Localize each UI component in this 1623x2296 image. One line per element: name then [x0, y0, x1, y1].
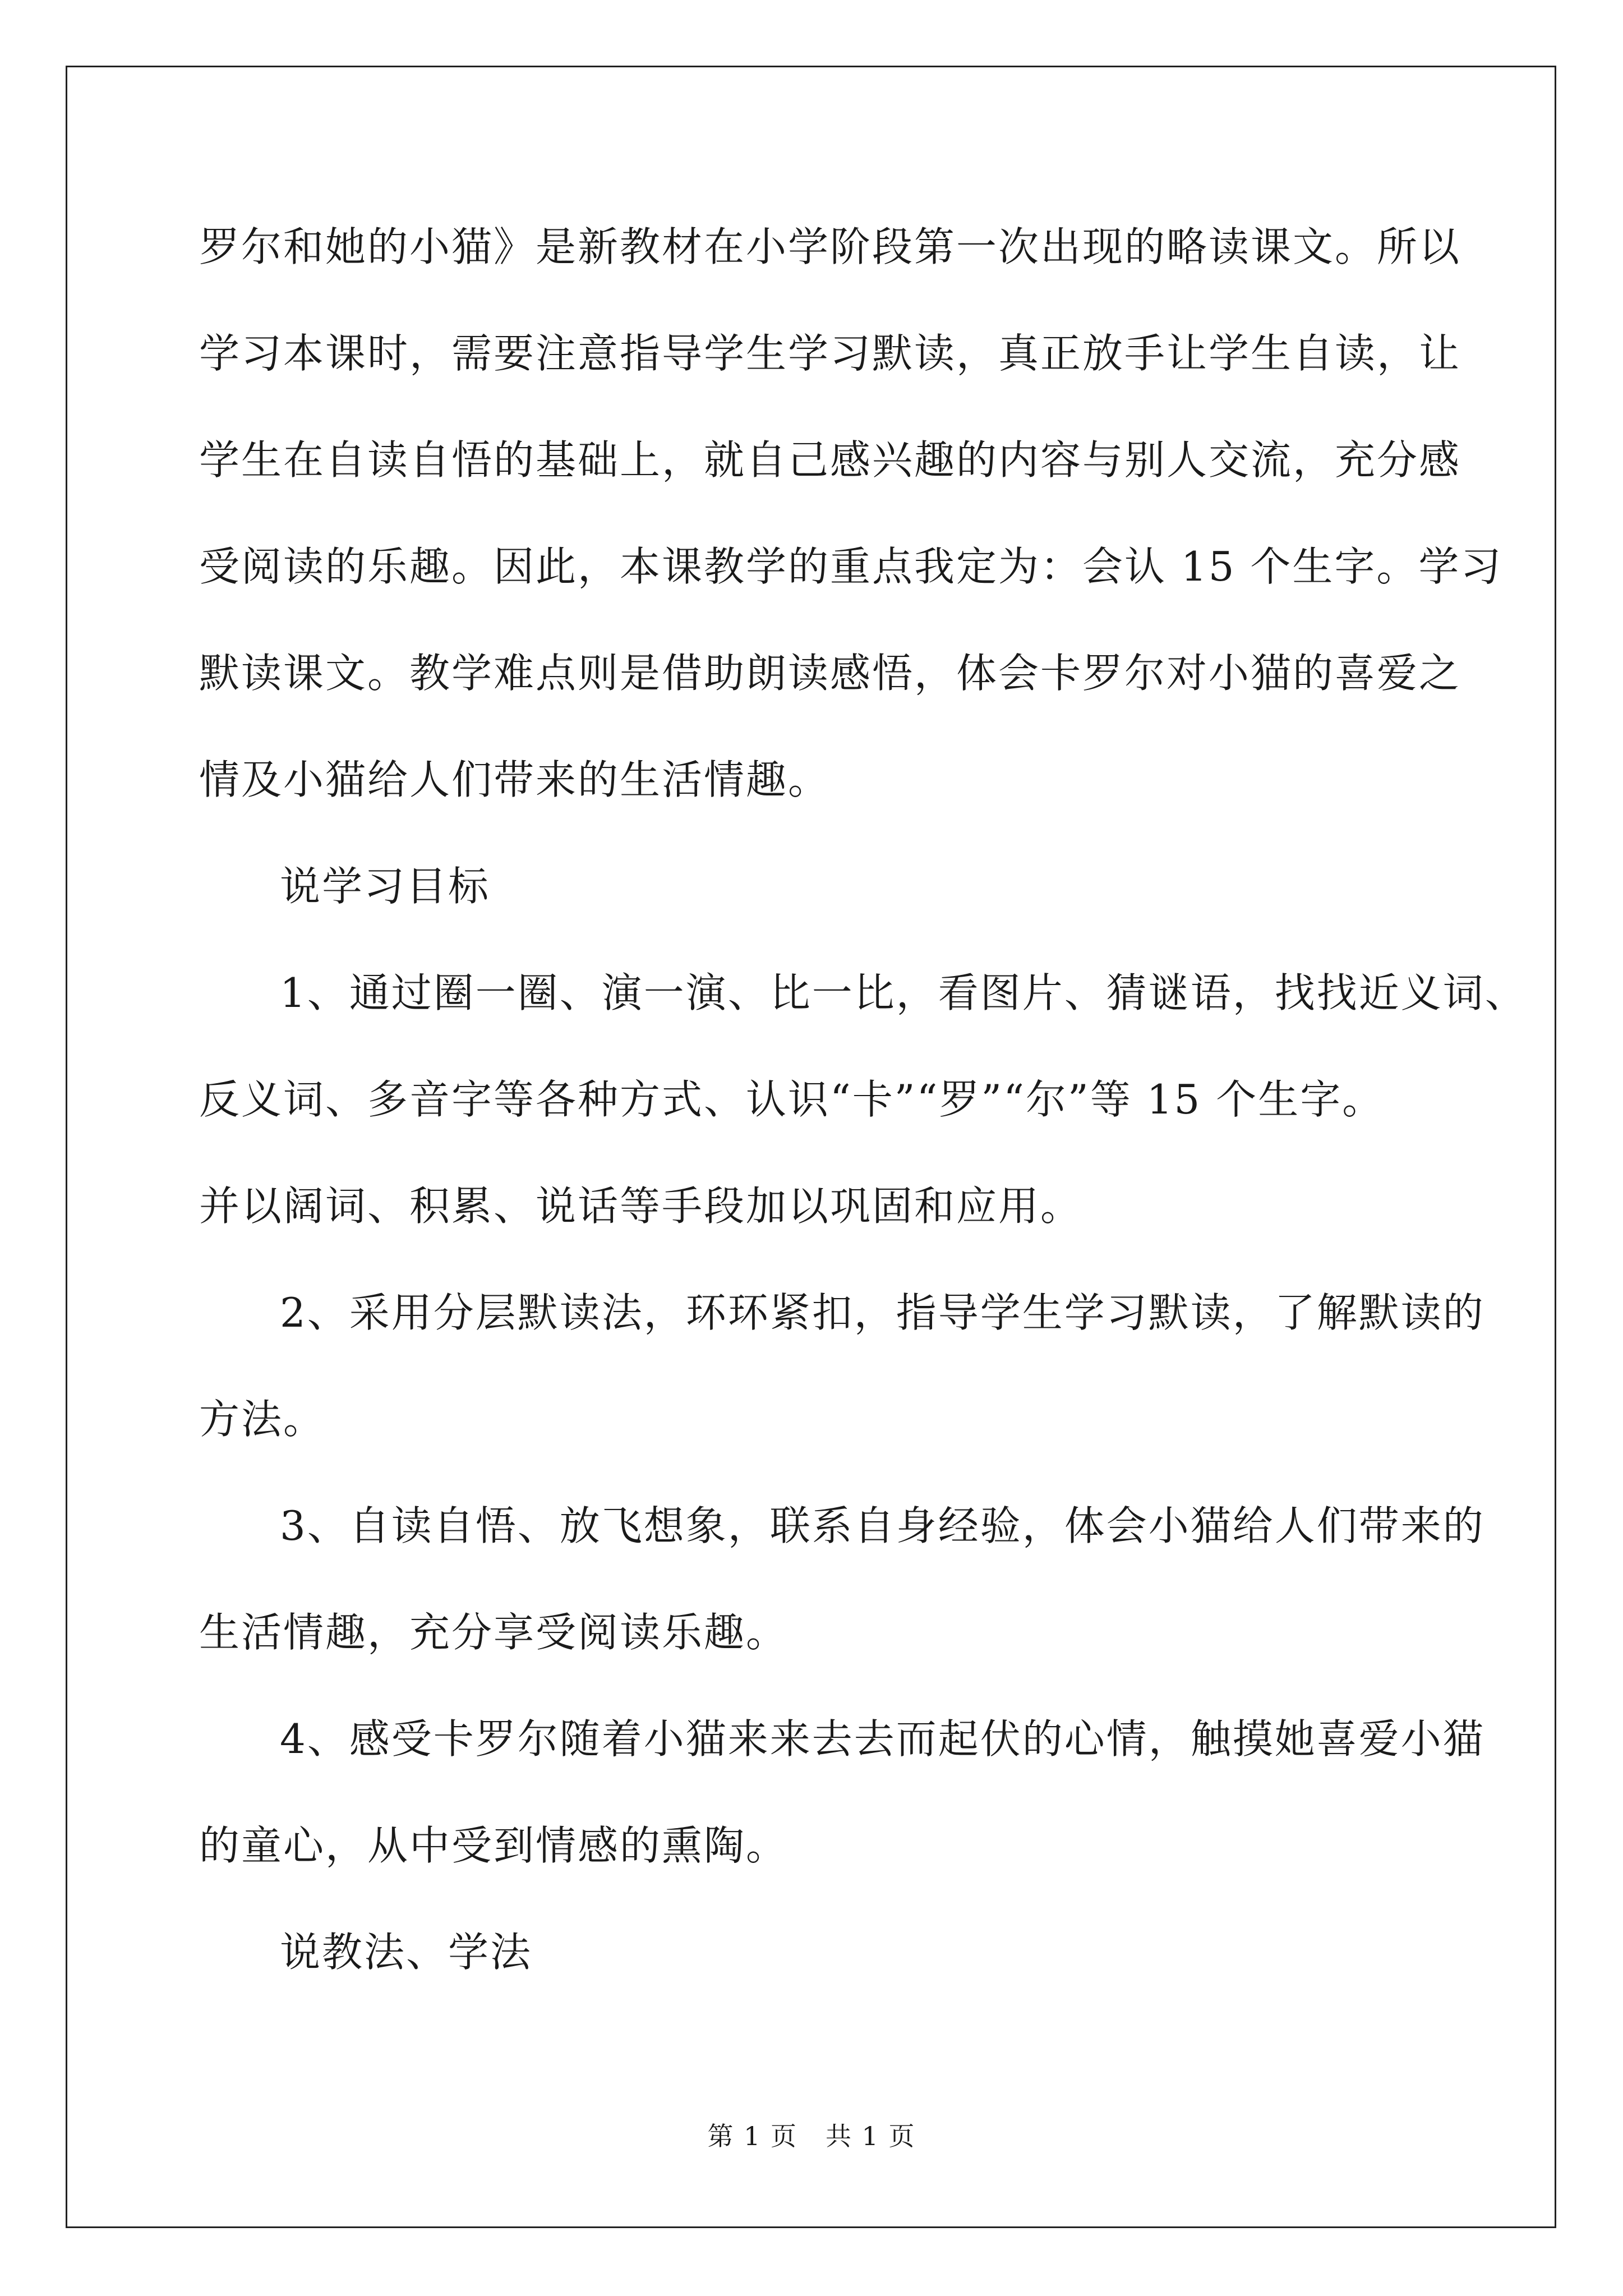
paragraph-line: 的童心，从中受到情感的熏陶。	[199, 1822, 789, 1869]
paragraph-line: 罗尔和她的小猫》是新教材在小学阶段第一次出现的略读课文。所以	[199, 223, 1461, 270]
paragraph-line: 3、自读自悟、放飞想象，联系自身经验，体会小猫给人们带来的	[280, 1502, 1485, 1549]
paragraph-line: 反义词、多音字等各种方式、认识“卡”“罗”“尔”等 15 个生字。	[199, 1076, 1385, 1123]
paragraph-line: 学习本课时，需要注意指导学生学习默读，真正放手让学生自读，让	[199, 330, 1461, 377]
page-number: 第 1 页	[707, 2121, 797, 2151]
section-heading: 说教法、学法	[280, 1929, 533, 1976]
paragraph-line: 学生在自读自悟的基础上，就自己感兴趣的内容与别人交流，充分感	[199, 436, 1461, 484]
paragraph-line: 方法。	[199, 1396, 326, 1443]
paragraph-line: 默读课文。教学难点则是借助朗读感悟，体会卡罗尔对小猫的喜爱之	[199, 650, 1461, 697]
section-heading: 说学习目标	[280, 863, 491, 910]
paragraph-line: 并以阔词、积累、说话等手段加以巩固和应用。	[199, 1182, 1083, 1230]
page-total: 共 1 页	[826, 2121, 916, 2151]
page-border	[66, 66, 1556, 2228]
paragraph-line: 受阅读的乐趣。因此，本课教学的重点我定为：会认 15 个生字。学习	[199, 543, 1503, 590]
paragraph-line: 生活情趣，充分享受阅读乐趣。	[199, 1609, 789, 1656]
paragraph-line: 4、感受卡罗尔随着小猫来来去去而起伏的心情，触摸她喜爱小猫	[280, 1715, 1485, 1763]
paragraph-line: 2、采用分层默读法，环环紧扣，指导学生学习默读，了解默读的	[280, 1289, 1485, 1336]
paragraph-line: 情及小猫给人们带来的生活情趣。	[199, 756, 831, 803]
paragraph-line: 1、通过圈一圈、演一演、比一比，看图片、猜谜语，找找近义词、	[280, 969, 1527, 1016]
page-footer	[0, 2119, 1623, 2153]
